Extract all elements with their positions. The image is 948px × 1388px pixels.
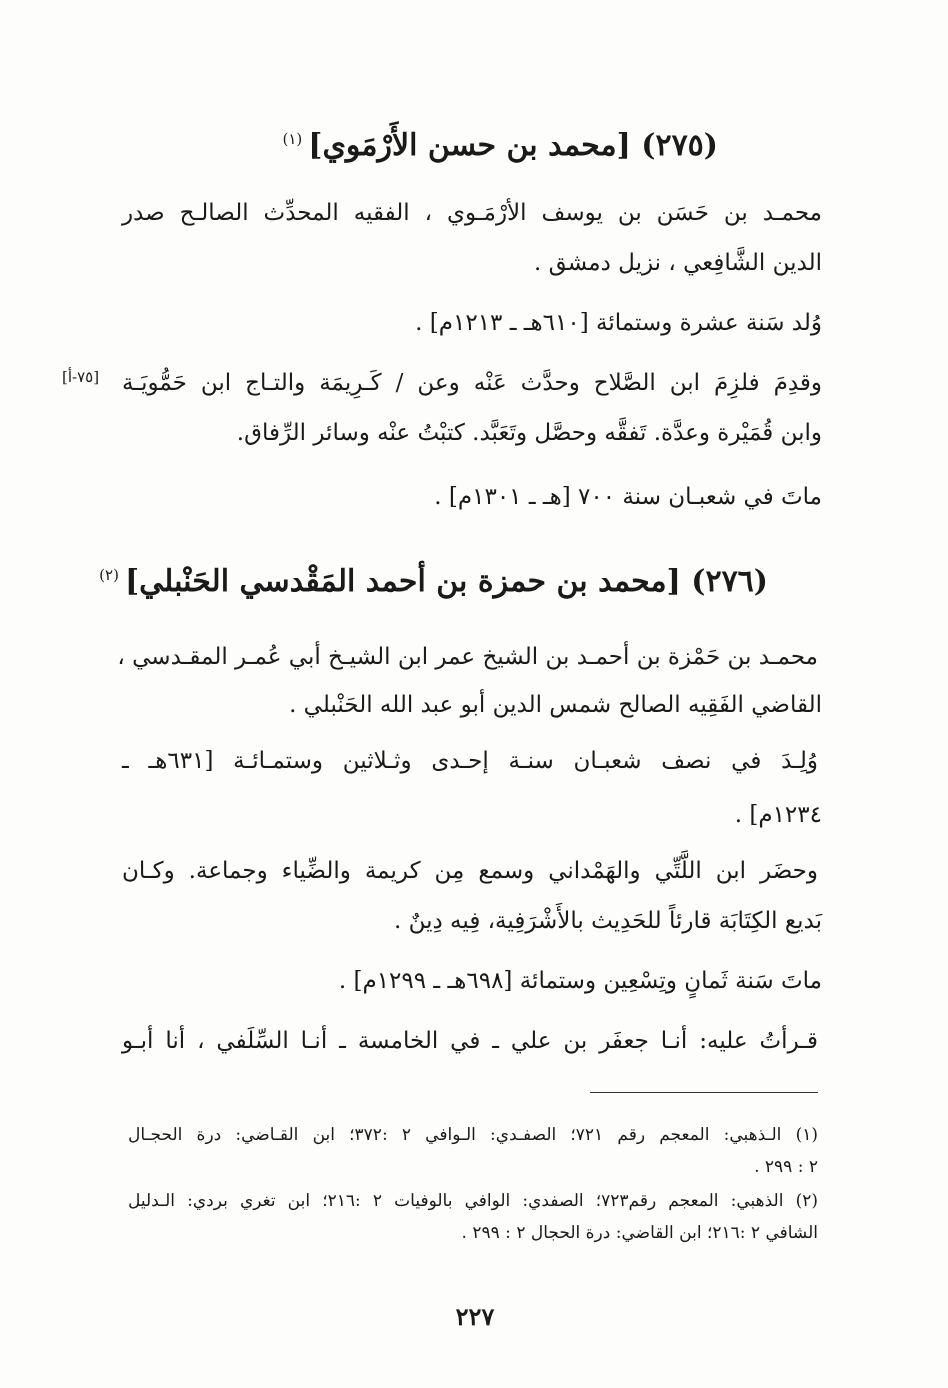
entry-275-title: (٢٧٥) [محمد بن حسن الأَرْمَوي] xyxy=(308,128,718,163)
entry-276-line-4: ١٢٣٤م] . xyxy=(734,802,822,828)
entry-276-line-2: القاضي الفَقِيه الصالح شمس الدين أبو عبد الله الحَنْبلي . xyxy=(289,692,822,718)
entry-275-heading xyxy=(120,128,718,163)
entry-275-line-2: الدين الشَّافِعي ، نزيل دمشق . xyxy=(533,250,822,276)
footnote-2-line-2: الشافي ٢ :٢١٦؛ ابن القاضي: درة الحجال ٢ : ٢٩٩ . xyxy=(461,1223,818,1243)
footnote-1-line-2: ٢ : ٢٩٩ . xyxy=(754,1157,818,1177)
page-number: ٢٢٧ xyxy=(455,1302,495,1331)
footnote-2-line-1: (٢) الذهبي: المعجم رقم٧٢٣؛ الصفدي: الوافي بالوفيات ٢ :٢١٦؛ ابن تغري بردي: الـدليل xyxy=(128,1191,818,1211)
footnote-separator xyxy=(590,1092,818,1093)
entry-275-death: ماتَ في شعبـان سنة ٧٠٠ [هـ ـ ١٣٠١م] . xyxy=(434,484,822,510)
entry-276-title: (٢٧٦) [محمد بن حمزة بن أحمد المَقْدسي الحَنْبلي] xyxy=(124,564,768,599)
entry-276-line-1: محمـد بن حَمْزة بن أحمـد بن الشيخ عمر ابن الشيـخ أبي عُمـر المقـدسي ، xyxy=(117,644,818,670)
entry-276-line-8: قـرأتُ عليه: أنـا جعفَر بن علي ـ في الخامسة ـ أنـا السِّلَفي ، أنا أبـو xyxy=(122,1028,818,1054)
entry-275-line-5: وابن قُمَيْرة وعدَّة. تَفقَّه وحصَّل وتَعَبَّد. كتبْتُ عنْه وسائر الرِّفاق. xyxy=(236,420,822,446)
entry-275-line-4: وقدِمَ فلزِمَ ابن الصَّلاح وحدَّث عَنْه وعن / كَـرِيمَة والتـاج ابن حَمُّويَـة xyxy=(122,370,822,396)
entry-275-birth: وُلد سَنة عشرة وستمائة [٦١٠هـ ـ ١٢١٣م] . xyxy=(415,310,822,336)
entry-276-line-5: وحضَر ابن اللَّتِّي والهَمْداني وسمع مِن كريمة والضِّياء وجماعة. وكـان xyxy=(122,858,818,884)
entry-276-heading xyxy=(99,564,768,599)
entry-276-birth: وُلِـدَ في نصف شعبـان سنـة إحـدى وثـلاثين وستمـائـة [٦٣١هـ ـ xyxy=(122,748,819,774)
entry-275-line-1: محمـد بن حَسَن بن يوسف الأرْمَـوي ، الفقيه المحدِّث الصالـح صدر xyxy=(122,200,822,226)
footnote-ref-2: (٢) xyxy=(99,566,119,584)
footnote-1-line-1: (١) الـذهبي: المعجم رقم ٧٢١؛ الصفـدي: الـوافي ٢ :٣٧٢؛ ابن القـاضي: درة الحجـال xyxy=(128,1125,818,1145)
footnote-ref-1: (١) xyxy=(282,130,303,148)
entry-276-death: ماتَ سَنة ثَمانٍ وتِسْعِين وستمائة [٦٩٨هـ ـ ١٢٩٩م] . xyxy=(338,968,822,994)
entry-276-line-6: بَديع الكِتَابَة قارئاً للحَدِيث بالأَشْرَفِية، فِيه دِينٌ . xyxy=(393,908,822,934)
manuscript-folio-note: [٧٥-أ] xyxy=(62,368,100,386)
